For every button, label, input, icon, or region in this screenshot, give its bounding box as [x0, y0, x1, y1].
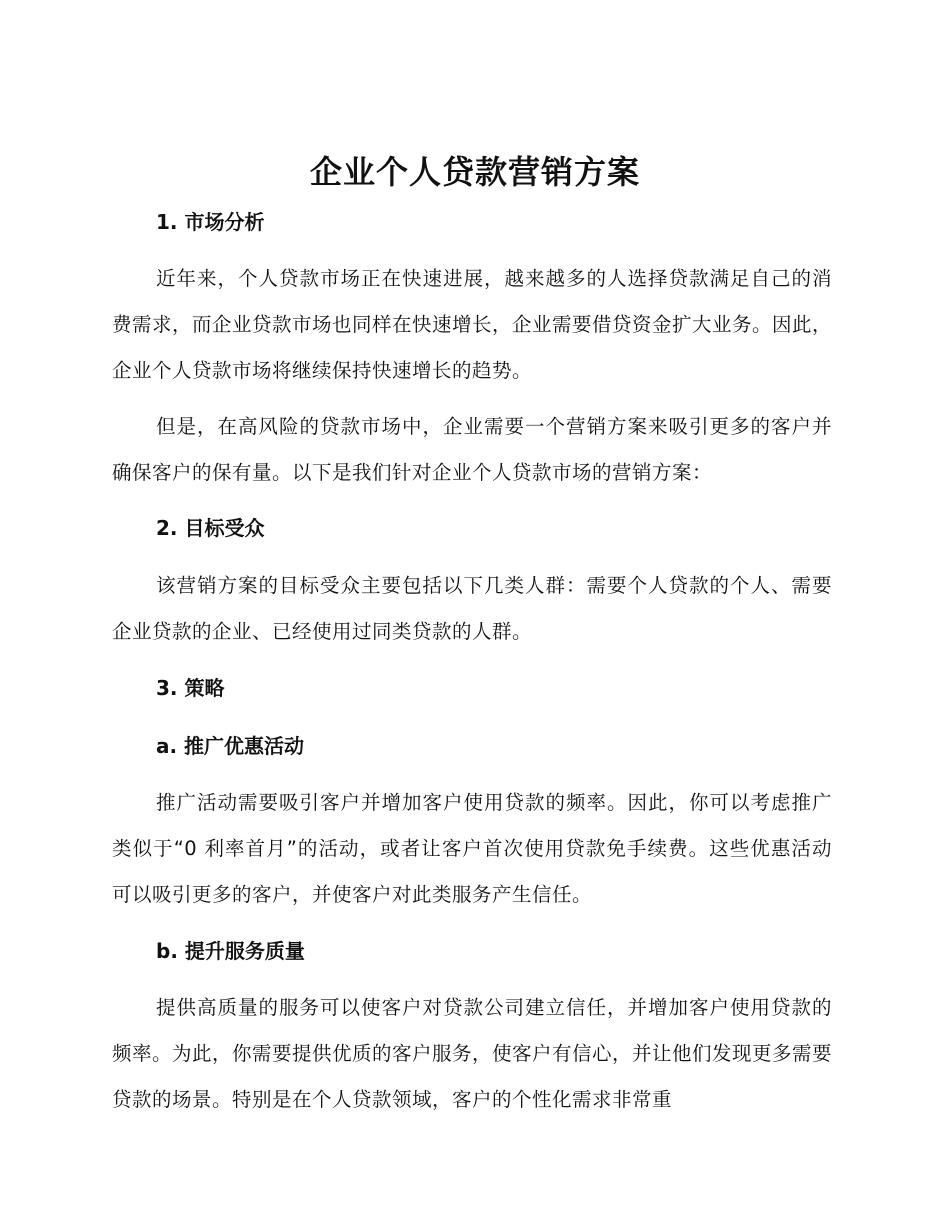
document-title: 企业个人贷款营销方案: [309, 153, 640, 191]
paragraph-target-audience: 该营销方案的目标受众主要包括以下几类人群：需要个人贷款的个人、需要企业贷款的企业、已经使用过同类贷款的人群。: [112, 574, 832, 643]
section-heading-strategy: 3. 策略: [156, 676, 225, 700]
paragraph-market-analysis-2: 但是，在高风险的贷款市场中，企业需要一个营销方案来吸引更多的客户并确保客户的保有量。以下是我们针对企业个人贷款市场的营销方案：: [112, 415, 832, 484]
section-heading-target-audience: 2. 目标受众: [156, 516, 265, 540]
paragraph-service-quality: 提供高质量的服务可以使客户对贷款公司建立信任，并增加客户使用贷款的频率。为此，你需要提供优质的客户服务，使客户有信心，并让他们发现更多需要贷款的场景。特别是在个人贷款领域，客户的个性化需求非常重: [112, 996, 833, 1111]
paragraph-market-analysis-1: 近年来，个人贷款市场正在快速进展，越来越多的人选择贷款满足自己的消费需求，而企业贷款市场也同样在快速增长，企业需要借贷资金扩大业务。因此，企业个人贷款市场将继续保持快速增长的趋势。: [112, 267, 833, 382]
paragraph-promotions: 推广活动需要吸引客户并增加客户使用贷款的频率。因此，你可以考虑推广类似于“0 利率首月”的活动，或者让客户首次使用贷款免手续费。这些优惠活动可以吸引更多的客户，并使客户对此类服务产生信任。: [112, 791, 832, 906]
section-heading-service-quality: b. 提升服务质量: [156, 939, 305, 963]
section-heading-promotions: a. 推广优惠活动: [156, 734, 305, 758]
section-heading-market-analysis: 1. 市场分析: [156, 210, 265, 234]
